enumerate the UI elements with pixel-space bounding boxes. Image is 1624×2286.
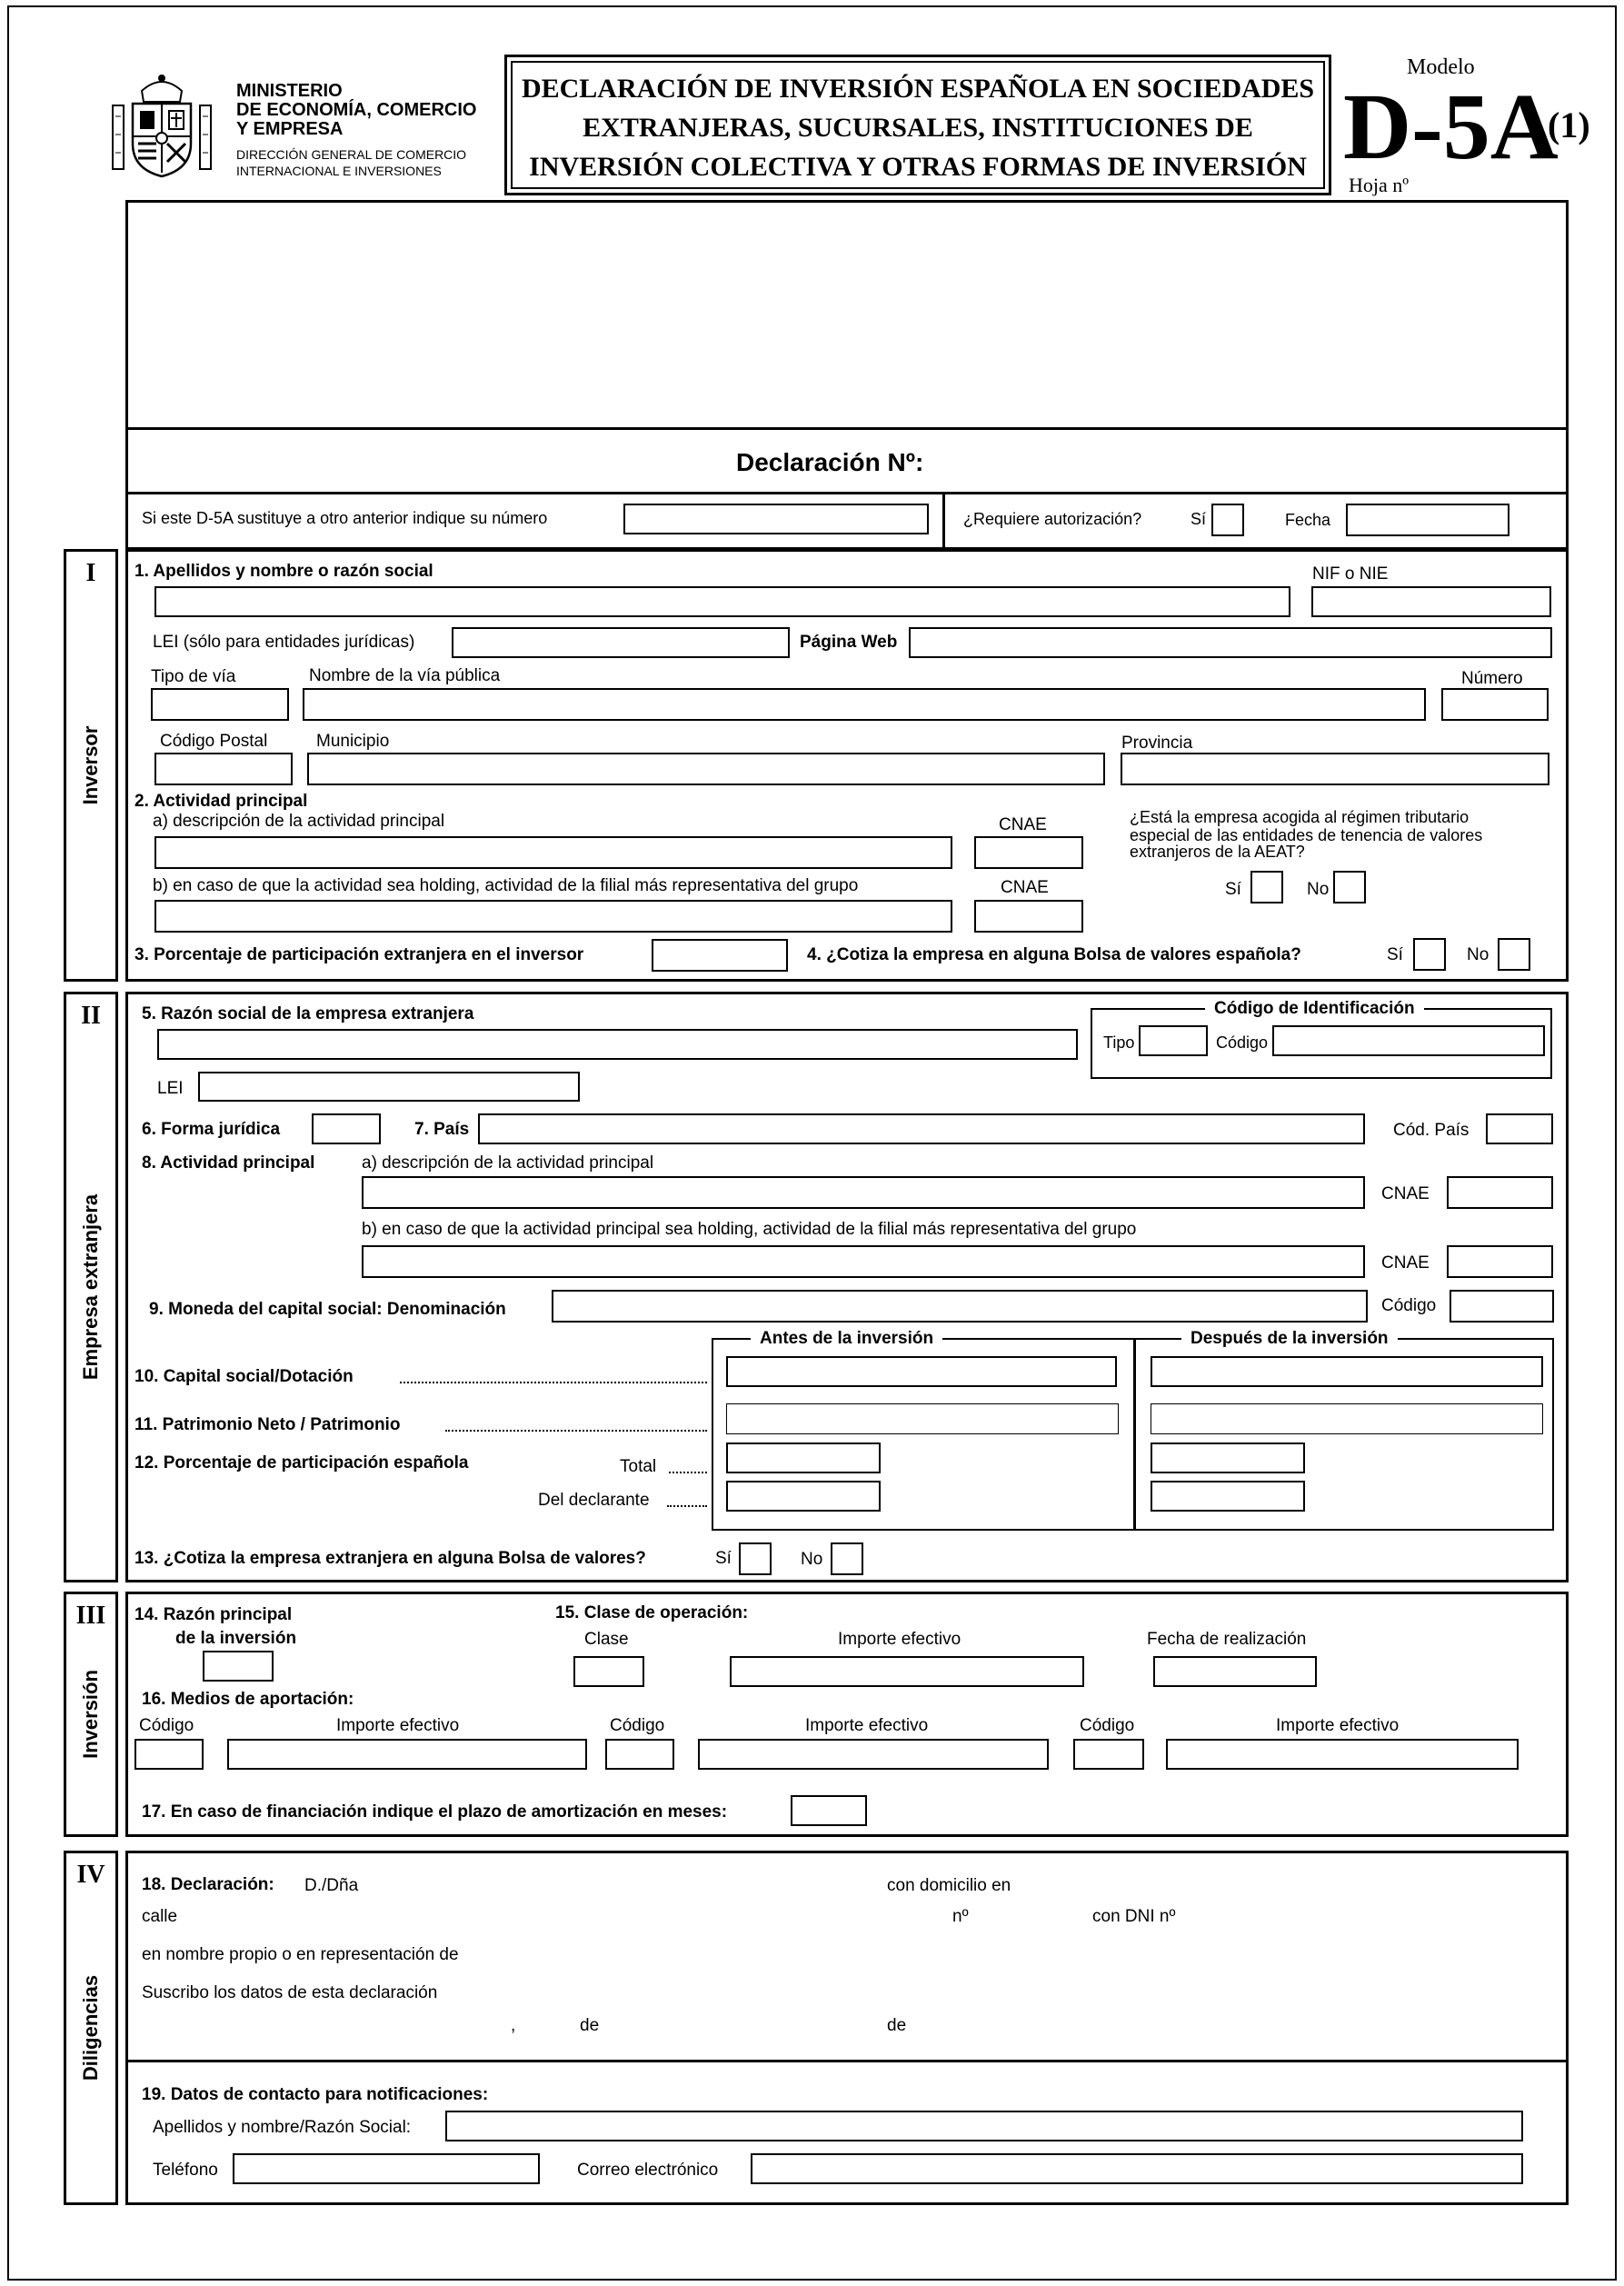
modelo-note: (1)	[1548, 105, 1590, 145]
ministry-line2: DE ECONOMÍA, COMERCIO	[236, 100, 477, 120]
plazo-amortizacion-input[interactable]	[791, 1795, 867, 1826]
medio2-codigo-input[interactable]	[605, 1739, 674, 1770]
fecha-realizacion-label: Fecha de realización	[1147, 1630, 1307, 1649]
header-frame	[125, 200, 1569, 550]
f8b-label: b) en caso de que la actividad principal sea holding, actividad de la filial más representativa del grupo	[362, 1220, 1137, 1239]
f1-label: 1. Apellidos y nombre o razón social	[135, 562, 433, 581]
forma-juridica-input[interactable]	[312, 1113, 381, 1144]
medio1-importe-label: Importe efectivo	[336, 1716, 460, 1735]
regimen-line3: extranjeros de la AEAT?	[1130, 843, 1305, 861]
nombre-via-label: Nombre de la vía pública	[309, 666, 501, 685]
substitute-label: Si este D-5A sustituye a otro anterior indique su número	[142, 509, 548, 527]
form-title-line1: DECLARACIÓN DE INVERSIÓN ESPAÑOLA EN SOCIEDADES	[521, 74, 1315, 104]
form-title-box	[504, 55, 1331, 195]
medio3-importe-input[interactable]	[1166, 1739, 1519, 1770]
importe-label: Importe efectivo	[838, 1630, 961, 1649]
f13-no-label: No	[801, 1550, 823, 1569]
cod-pais-input[interactable]	[1486, 1113, 1553, 1144]
regimen-no-label: No	[1307, 880, 1330, 899]
correo-label: Correo electrónico	[577, 2161, 719, 2180]
f17-label: 17. En caso de financiación indique el plazo de amortización en meses:	[142, 1802, 728, 1822]
section-ii-title: Empresa extranjera	[79, 1193, 102, 1381]
numero-label: Número	[1461, 669, 1523, 688]
declaracion-title: Declaración Nº:	[736, 448, 924, 476]
ministry-line3: Y EMPRESA	[236, 119, 344, 139]
municipio-label: Municipio	[316, 732, 390, 751]
f18-label: 18. Declaración:	[142, 1875, 274, 1894]
authorization-si-checkbox[interactable]	[1211, 504, 1244, 536]
fecha-comma: ,	[511, 2016, 516, 2035]
razon-social-extranjera-input[interactable]	[157, 1029, 1078, 1060]
section-iv-title: Diligencias	[79, 1974, 102, 2081]
f11-label: 11. Patrimonio Neto / Patrimonio	[135, 1415, 401, 1434]
f12-label: 12. Porcentaje de participación española	[135, 1453, 469, 1472]
medio2-importe-label: Importe efectivo	[805, 1716, 929, 1735]
participacion-total-antes-input[interactable]	[726, 1442, 881, 1473]
modelo-code: D-5A	[1343, 75, 1559, 179]
f5-label: 5. Razón social de la empresa extranjera	[142, 1004, 474, 1023]
telefono-input[interactable]	[233, 2153, 540, 2184]
f19-label: 19. Datos de contacto para notificaciones:	[142, 2085, 489, 2104]
empresa-actividad-b-input[interactable]	[362, 1245, 1365, 1278]
ci-tipo-label: Tipo	[1103, 1033, 1135, 1052]
name-input[interactable]	[154, 586, 1290, 617]
pais-input[interactable]	[478, 1113, 1365, 1144]
nif-label: NIF o NIE	[1312, 564, 1389, 584]
cp-input[interactable]	[154, 753, 293, 785]
suscribo-label: Suscribo los datos de esta declaración	[142, 1983, 438, 2002]
moneda-codigo-input[interactable]	[1450, 1290, 1554, 1323]
authorization-si-label: Sí	[1191, 510, 1207, 528]
medio2-codigo-label: Código	[610, 1716, 665, 1735]
medio3-codigo-label: Código	[1080, 1716, 1135, 1735]
telefono-label: Teléfono	[153, 2161, 218, 2180]
municipio-input[interactable]	[307, 753, 1105, 785]
section-iv-frame	[125, 1851, 1569, 2205]
patrimonio-despues-input[interactable]	[1151, 1403, 1543, 1434]
contacto-nombre-label: Apellidos y nombre/Razón Social:	[153, 2118, 412, 2137]
num-label: nº	[952, 1907, 969, 1926]
despues-legend: Después de la inversión	[1181, 1329, 1398, 1349]
coat-of-arms-icon	[107, 71, 216, 180]
numero-input[interactable]	[1441, 688, 1549, 721]
regimen-line1: ¿Está la empresa acogida al régimen tributario	[1130, 808, 1470, 826]
calle-label: calle	[142, 1907, 178, 1926]
provincia-label: Provincia	[1121, 734, 1193, 753]
f2-cnae-label-b: CNAE	[1001, 878, 1049, 897]
ci-codigo-label: Código	[1216, 1033, 1269, 1052]
domicilio-label: con domicilio en	[887, 1876, 1011, 1895]
patrimonio-antes-input[interactable]	[726, 1403, 1119, 1434]
regimen-si-label: Sí	[1225, 880, 1241, 899]
f8a-label: a) descripción de la actividad principal	[362, 1153, 654, 1173]
regimen-si-checkbox[interactable]	[1250, 871, 1283, 903]
f14-line1: 14. Razón principal	[135, 1605, 293, 1624]
cnae-b-input[interactable]	[974, 900, 1083, 933]
provincia-input[interactable]	[1121, 753, 1549, 785]
direction-line1: DIRECCIÓN GENERAL DE COMERCIO	[236, 147, 467, 162]
fecha-de1: de	[580, 2016, 600, 2035]
substitute-number-input[interactable]	[623, 504, 929, 534]
f2-label: 2. Actividad principal	[135, 792, 308, 811]
razon-principal-input[interactable]	[203, 1651, 274, 1682]
f4-si-label: Sí	[1387, 945, 1403, 964]
ministry-line1: MINISTERIO	[236, 81, 343, 101]
regimen-line2: especial de las entidades de tenencia de valores	[1130, 826, 1483, 844]
contacto-nombre-input[interactable]	[445, 2111, 1523, 2141]
actividad-a-input[interactable]	[154, 836, 952, 869]
dona-label: D./Dña	[304, 1876, 359, 1895]
section-iii-tab: III Inversión	[64, 1592, 118, 1837]
actividad-b-input[interactable]	[154, 900, 952, 933]
web-input[interactable]	[909, 627, 1552, 658]
lei-label: LEI (sólo para entidades jurídicas)	[153, 633, 415, 652]
f4-label: 4. ¿Cotiza la empresa en alguna Bolsa de valores española?	[807, 945, 1301, 964]
participacion-extranjera-input[interactable]	[652, 939, 788, 972]
f6-label: 6. Forma jurídica	[142, 1120, 281, 1139]
section-iii-title: Inversión	[79, 1670, 102, 1759]
capital-despues-input[interactable]	[1151, 1356, 1543, 1387]
declarante-label: Del declarante	[538, 1491, 650, 1510]
nif-input[interactable]	[1311, 586, 1551, 617]
section-i-title: Inversor	[79, 725, 102, 805]
f7-label: 7. País	[414, 1120, 470, 1139]
f4-no-checkbox[interactable]	[1498, 938, 1530, 971]
nombre-via-input[interactable]	[303, 688, 1426, 721]
empresa-lei-label: LEI	[157, 1079, 184, 1098]
medio3-codigo-input[interactable]	[1073, 1739, 1144, 1770]
f13-si-label: Sí	[715, 1549, 732, 1568]
f2a-label: a) descripción de la actividad principal	[153, 812, 445, 831]
lei-input[interactable]	[452, 627, 790, 658]
f4-no-label: No	[1467, 945, 1489, 964]
f10-label: 10. Capital social/Dotación	[135, 1367, 354, 1386]
clase-label: Clase	[584, 1630, 629, 1649]
cnae-a-input[interactable]	[974, 836, 1083, 869]
form-title-line2: EXTRANJERAS, SUCURSALES, INSTITUCIONES DE	[583, 113, 1253, 143]
representacion-label: en nombre propio o en representación de	[142, 1945, 459, 1964]
medio3-importe-label: Importe efectivo	[1276, 1716, 1400, 1735]
authorization-label: ¿Requiere autorización?	[963, 510, 1142, 528]
empresa-cnae-b-input[interactable]	[1447, 1245, 1553, 1278]
f8-cnae-label-a: CNAE	[1381, 1184, 1430, 1203]
moneda-denominacion-input[interactable]	[552, 1290, 1368, 1323]
ci-codigo-input[interactable]	[1272, 1025, 1545, 1056]
f2-cnae-label-a: CNAE	[999, 815, 1047, 834]
regimen-no-checkbox[interactable]	[1333, 871, 1366, 903]
codigo-identificacion-legend: Código de Identificación	[1205, 999, 1424, 1019]
dni-label: con DNI nº	[1092, 1907, 1176, 1926]
f13-si-checkbox[interactable]	[739, 1542, 772, 1575]
medio1-codigo-input[interactable]	[135, 1739, 204, 1770]
fecha-de2: de	[887, 2016, 907, 2035]
section-ii-tab: II Empresa extranjera	[64, 992, 118, 1582]
f13-label: 13. ¿Cotiza la empresa extranjera en alguna Bolsa de valores?	[135, 1549, 646, 1568]
total-label: Total	[620, 1457, 657, 1476]
tipo-via-label: Tipo de vía	[151, 667, 236, 686]
importe-input[interactable]	[730, 1656, 1084, 1687]
participacion-total-despues-input[interactable]	[1151, 1442, 1305, 1473]
hoja-label: Hoja nº	[1349, 174, 1410, 196]
authorization-fecha-label: Fecha	[1285, 511, 1331, 529]
f13-no-checkbox[interactable]	[831, 1542, 863, 1575]
capital-antes-input[interactable]	[726, 1356, 1117, 1387]
tipo-via-input[interactable]	[151, 688, 289, 721]
antes-legend: Antes de la inversión	[751, 1329, 942, 1349]
f14-line2: de la inversión	[175, 1629, 297, 1648]
empresa-cnae-a-input[interactable]	[1447, 1176, 1553, 1209]
f4-si-checkbox[interactable]	[1413, 938, 1446, 971]
fecha-realizacion-input[interactable]	[1153, 1656, 1317, 1687]
web-label: Página Web	[800, 633, 898, 652]
section-i-tab: I Inversor	[64, 549, 118, 982]
moneda-codigo-label: Código	[1381, 1296, 1437, 1315]
ci-tipo-input[interactable]	[1139, 1025, 1208, 1056]
medio1-codigo-label: Código	[139, 1716, 194, 1735]
empresa-lei-input[interactable]	[198, 1072, 580, 1102]
modelo-label: Modelo	[1407, 55, 1475, 79]
direction-line2: INTERNACIONAL E INVERSIONES	[236, 164, 442, 178]
f15-label: 15. Clase de operación:	[555, 1603, 749, 1622]
f16-label: 16. Medios de aportación:	[142, 1690, 354, 1709]
f9-label: 9. Moneda del capital social: Denominación	[149, 1300, 506, 1319]
participacion-declarante-antes-input[interactable]	[726, 1481, 881, 1512]
f8-label: 8. Actividad principal	[142, 1153, 315, 1173]
medio2-importe-input[interactable]	[698, 1739, 1049, 1770]
f8-cnae-label-b: CNAE	[1381, 1253, 1430, 1273]
form-title-line3: INVERSIÓN COLECTIVA Y OTRAS FORMAS DE INVERSIÓN	[529, 152, 1307, 182]
correo-input[interactable]	[751, 2153, 1523, 2184]
participacion-declarante-despues-input[interactable]	[1151, 1481, 1305, 1512]
section-iv-tab: IV Diligencias	[64, 1851, 118, 2205]
clase-input[interactable]	[573, 1656, 644, 1687]
f2b-label: b) en caso de que la actividad sea holding, actividad de la filial más representativa del grupo	[153, 876, 859, 895]
empresa-actividad-a-input[interactable]	[362, 1176, 1365, 1209]
cod-pais-label: Cód. País	[1393, 1121, 1470, 1140]
authorization-fecha-input[interactable]	[1346, 504, 1509, 536]
cp-label: Código Postal	[160, 732, 268, 751]
f3-label: 3. Porcentaje de participación extranjera en el inversor	[135, 945, 584, 964]
medio1-importe-input[interactable]	[227, 1739, 587, 1770]
